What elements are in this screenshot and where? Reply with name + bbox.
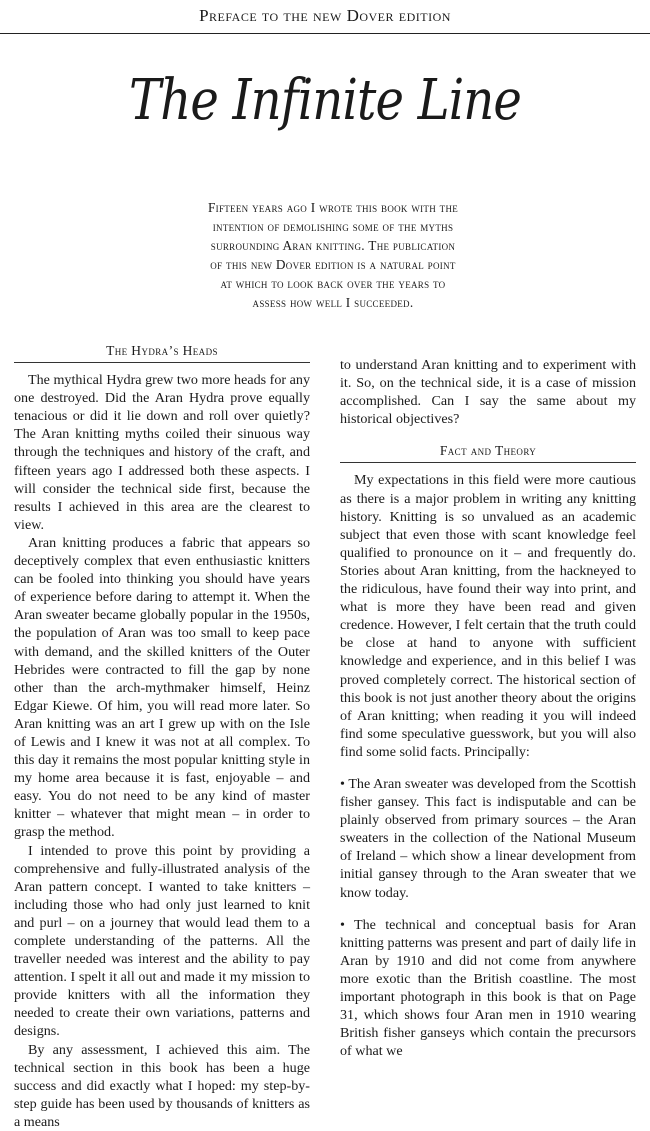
right-column [340,356,636,1060]
running-head: Preface to the new Dover edition [199,6,451,25]
intro-line: intention of demolishing some of the myths [212,219,454,234]
header-rule [0,33,650,34]
chapter-title: The Infinite Line [128,68,522,133]
body-paragraph: By any assessment, I achieved this aim. The technical section in this book has been a huge success and did exactly what I hoped: my step-by-step guide has been used by thousands of knitters as a means [14,1041,310,1130]
intro-line: surrounding Aran knitting. The publication [210,238,456,253]
intro-paragraph [183,198,483,312]
section-heading-hydra: The Hydra’s Heads [14,342,310,363]
left-column [14,342,310,1131]
body-paragraph: Aran knitting produces a fabric that appears so deceptively complex that even enthusiastic knitters can be fooled into thinking you should have years of experience before daring to attempt it. When the Aran sweater became globally popular in the 1950s, the population of Aran was too small to keep pace with demand, and the skilled knitters of the Outer Hebrides were contracted to fill the gap by none other than the arch-mythmaker himself, Heinz Edgar Kiewe. Of him, you will read more later. So Aran knitting was an art I grew up with on the Isle of Lewis and I knew it was not at all complex. To this day it remains the most popular knitting style in my home area because it is fast, enjoyable – and easy. You do not need to be any kind of master knitter – whatever that might mean – in order to grasp the method. [14,534,310,841]
intro-line: assess how well I succeeded. [252,295,414,310]
intro-line: of this new Dover edition is a natural point [210,257,456,272]
section-heading-fact-theory: Fact and Theory [340,442,636,463]
intro-line: at which to look back over the years to [220,276,446,291]
body-paragraph: My expectations in this field were more cautious as there is a major problem in writing any knitting history. Knitting is so unvalued as an academic subject that even those with scant knowledge feel qualified to pronounce on it – and frequently do. Stories about Aran knitting, from the hackneyed to the ridiculous, have found their way into print, and what is more they have been read and given credence. However, I felt certain that the truth could be close at hand to anyone with sufficient knowledge and experience, and in this belief I was proved completely correct. The historical section of this book is not just another theory about the origins of Aran knitting; when reading it you will indeed find some speculative guesswork, but you will also find some solid facts. Principally: [340,472,636,760]
bullet-item: • The technical and conceptual basis for Aran knitting patterns was present and part of daily life in Aran by 1910 and did not come from anywhere more exotic than the British coastline. The most important photograph in this book is that on Page 31, which shows four Aran men in 1910 wearing British fisher ganseys which contain the precursors of what we [340,916,636,1060]
intro-line: Fifteen years ago I wrote this book with the [207,200,459,215]
body-paragraph: I intended to prove this point by providing a comprehensive and fully-illustrated analysis of the Aran pattern concept. I wanted to take knitters – including those who had only just learned to knit and purl – on a journey that would lead them to a complete understanding of the patterns. All the traveller needed was interest and the ability to pay attention. I spelt it all out and made it my mission to provide knitters with all the information they needed to create their own variations, patterns and designs. [14,842,310,1040]
bullet-item: • The Aran sweater was developed from the Scottish fisher gansey. This fact is indisputable and can be plainly observed from primary sources – the Aran sweaters in the collection of the National Museum of Ireland – which show a linear development from initial gansey through to the Aran sweater that we know today. [340,775,636,901]
body-paragraph: The mythical Hydra grew two more heads for any one destroyed. Did the Aran Hydra prove equally tenacious or did it lie down and roll over quietly? The Aran knitting myths coiled their sinuous way through the techniques and history of the craft, and fifteen years ago I addressed both these aspects. I will consider the technical side first, because the results I achieved in this area are the clearest to view. [14,372,310,533]
body-paragraph-continued: to understand Aran knitting and to experiment with it. So, on the technical side, it is a case of mission accomplished. Can I say the same about my historical objectives? [340,357,636,428]
